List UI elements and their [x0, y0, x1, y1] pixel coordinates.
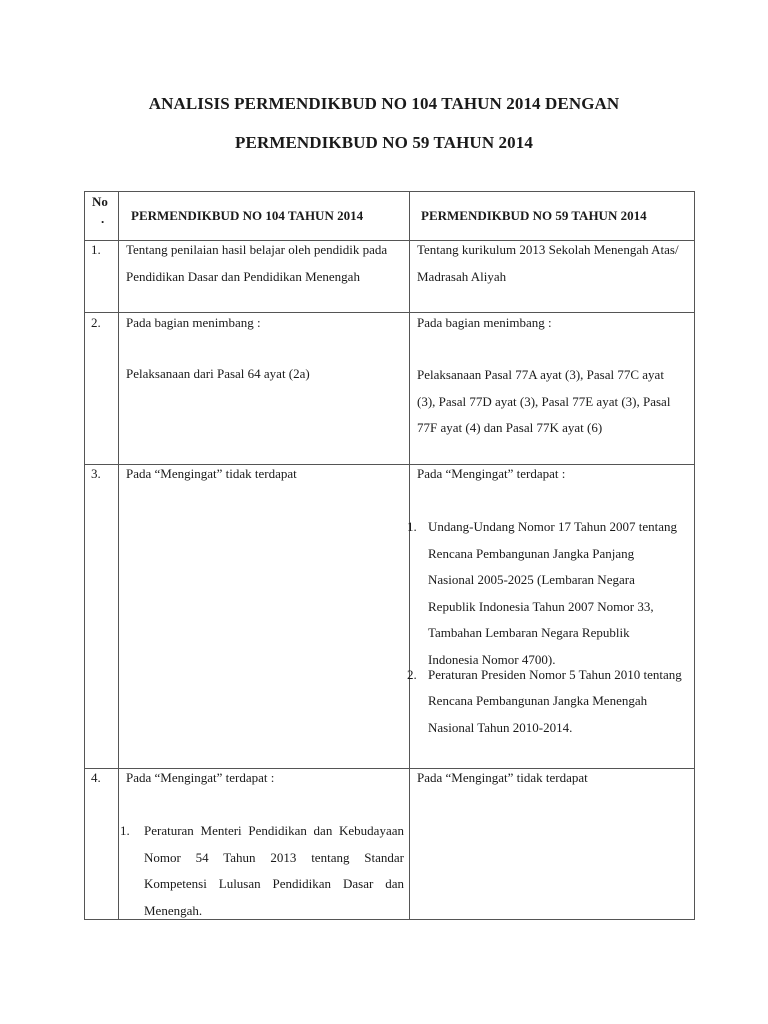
row-2-right-text: Pelaksanaan Pasal 77A ayat (3), Pasal 77C ayat (3), Pasal 77D ayat (3), Pasal 77E ayat (3), Pasal 77F ayat (4) dan Pasal 77K ayat (6) [417, 367, 671, 436]
header-no [92, 192, 116, 226]
row-3-left-text: Pada “Mengingat” tidak terdapat [126, 466, 297, 481]
row-2-right-intro: Pada bagian menimbang : [417, 315, 552, 330]
header-no-label: No [92, 194, 108, 209]
table-border-left [84, 191, 85, 920]
header-no-dot: . [101, 211, 105, 226]
row-2-number: 2. [91, 315, 101, 330]
row-4-left-intro: Pada “Mengingat” terdapat : [126, 770, 275, 785]
list-item-number: 2. [407, 666, 417, 682]
row-1-number: 1. [91, 242, 101, 257]
list-item-number: 1. [120, 823, 130, 838]
list-item-text: Peraturan Presiden Nomor 5 Tahun 2010 tentang Rencana Pembangunan Jangka Menengah Nasional Tahun 2010-2014. [428, 666, 682, 735]
row-2-left-text: Pelaksanaan dari Pasal 64 ayat (2a) [126, 366, 310, 381]
row-4-right-text: Pada “Mengingat” tidak terdapat [417, 770, 588, 785]
header-col-104: PERMENDIKBUD NO 104 TAHUN 2014 [131, 208, 364, 223]
table-column-divider [118, 191, 119, 920]
list-item [407, 514, 682, 674]
row-3-right-list [407, 514, 682, 741]
list-item [120, 818, 404, 924]
row-2-left-intro: Pada bagian menimbang : [126, 315, 261, 330]
row-3-right-intro: Pada “Mengingat” terdapat : [417, 466, 566, 481]
document-title-line-2: PERMENDIKBUD NO 59 TAHUN 2014 [235, 133, 533, 152]
table-border-right [694, 191, 695, 920]
list-item-text: Peraturan Menteri Pendidikan dan Kebudayaan Nomor 54 Tahun 2013 tentang Standar Kompetensi Lulusan Pendidikan Dasar dan Menengah. [144, 823, 404, 918]
row-3-number: 3. [91, 466, 101, 481]
table-border-top [84, 191, 695, 192]
row-4-number: 4. [91, 770, 101, 785]
row-1-left-text: Tentang penilaian hasil belajar oleh pendidik pada Pendidikan Dasar dan Pendidikan Menengah [126, 242, 388, 284]
row-4-left-list [120, 818, 404, 924]
row-1-right-text: Tentang kurikulum 2013 Sekolah Menengah Atas/ Madrasah Aliyah [417, 242, 679, 284]
list-item-text: Undang-Undang Nomor 17 Tahun 2007 tentang Rencana Pembangunan Jangka Panjang Nasional 2005-2025 (Lembaran Negara Republik Indonesia Tahun 2007 Nomor 33, Tambahan Lembaran Negara Republik Indonesia Nomor 4700). [428, 519, 678, 667]
header-col-59: PERMENDIKBUD NO 59 TAHUN 2014 [421, 208, 647, 223]
list-item [407, 662, 682, 742]
document-title-line-1: ANALISIS PERMENDIKBUD NO 104 TAHUN 2014 DENGAN [148, 94, 620, 113]
list-item-number: 1. [407, 519, 417, 534]
